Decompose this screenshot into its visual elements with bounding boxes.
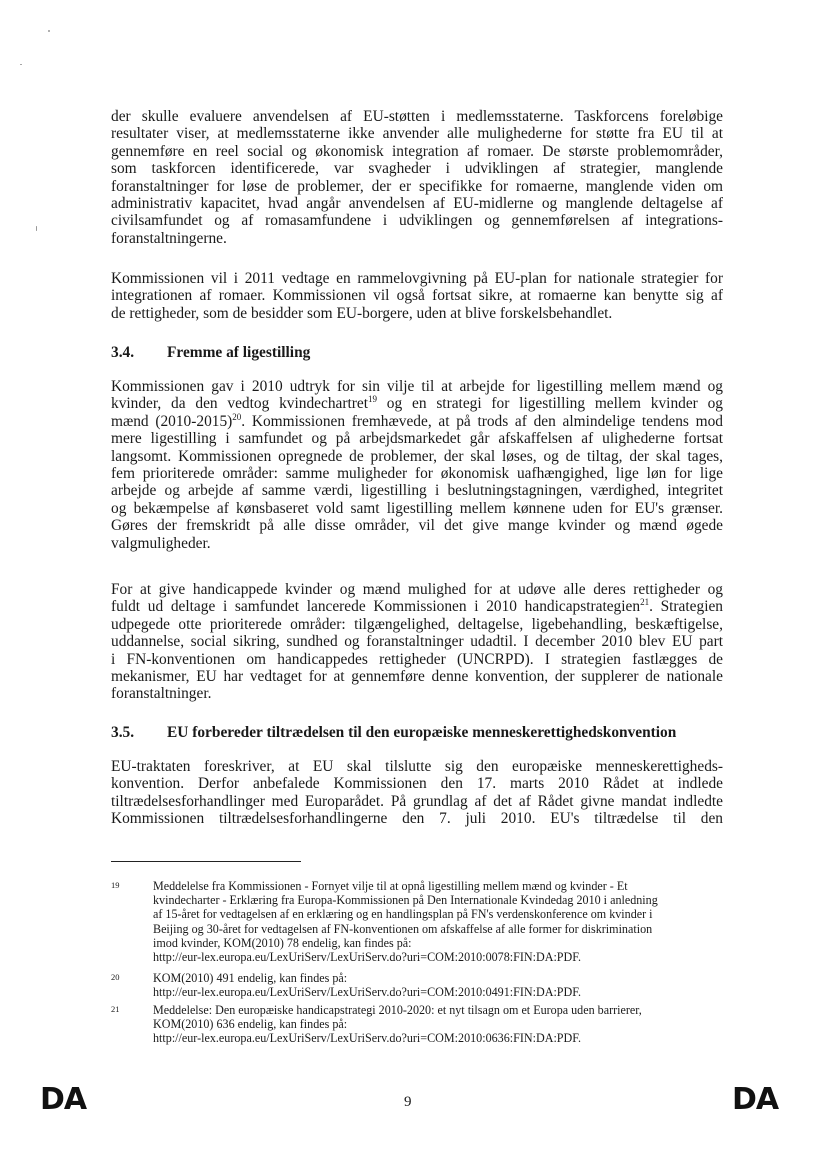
footnote-line: KOM(2010) 491 endelig, kan findes på: <box>153 971 348 985</box>
footnote-21 <box>111 1003 723 1046</box>
footnote-line: Meddelelse fra Kommissionen - Fornyet vilje til at opnå ligestilling mellem mænd og kvinder - Et <box>153 879 628 893</box>
section-number: 3.4. <box>111 344 135 361</box>
text-span: mænd (2010-2015) <box>111 412 233 430</box>
footnote-link[interactable]: http://eur-lex.europa.eu/LexUriServ/LexUriServ.do?uri=COM:2010:0491:FIN:DA:PDF. <box>153 985 582 1000</box>
footnote-ref-21[interactable]: 21 <box>640 597 650 608</box>
text-line: mere ligestilling i samfundet og på arbejdsmarkedet går afskaffelsen af ulighederne fortsat <box>111 430 723 448</box>
text-line: mekanismer, EU har vedtaget for at gennemføre denne konvention, der supplerer de nationale <box>111 668 723 686</box>
text-line: konvention. Derfor anbefalede Kommissionen den 17. marts 2010 Rådet at indlede <box>111 775 723 793</box>
text-line: foranstaltninger. <box>111 685 212 703</box>
text-line: Kommissionen tiltrædelsesforhandlingerne den 7. juli 2010. EU's tiltrædelse til den <box>111 810 723 828</box>
section-title: EU forbereder tiltrædelsen til den europæiske menneskerettighedskonvention <box>167 724 677 741</box>
text-line: uddannelse, social sikring, sundhed og foranstaltninger udadtil. I december 2010 blev EU part <box>111 633 723 651</box>
scan-speck <box>48 30 50 32</box>
text-line <box>111 395 723 412</box>
text-line: resultater viser, at medlemsstaterne ikke anvender alle mulighederne for støtte fra EU til at <box>111 125 723 143</box>
text-line: foranstaltningerne. <box>111 229 227 247</box>
text-span: kvinder, da den vedtog kvindechartret <box>111 395 368 413</box>
footnote-separator <box>111 861 301 862</box>
footnote-ref-19[interactable]: 19 <box>367 394 377 405</box>
text-span: fuldt ud deltage i samfundet lancerede Kommissionen i 2010 handicapstrategien <box>111 598 641 616</box>
section-title: Fremme af ligestilling <box>167 344 311 361</box>
scan-speck <box>20 64 22 65</box>
footnote-ref-20[interactable]: 20 <box>232 411 242 422</box>
language-code-right: DA <box>732 1082 779 1117</box>
paragraph-3 <box>111 378 723 552</box>
text-line: administrativ kapacitet, hvad angår anvendelsen af EU-midlerne og manglende deltagelse af <box>111 195 723 213</box>
footnote-link[interactable]: http://eur-lex.europa.eu/LexUriServ/LexUriServ.do?uri=COM:2010:0078:FIN:DA:PDF. <box>153 950 582 965</box>
footnote-19 <box>111 879 723 964</box>
text-line: gennemføre en reel social og økonomisk integration af romaer. De største problemområder, <box>111 142 723 160</box>
paragraph-2 <box>111 270 723 322</box>
footnote-20 <box>111 971 723 999</box>
text-line: og bekæmpelse af kønsbaseret vold samt ligestilling mellem kønnene uden for EU's grænser. <box>111 499 723 517</box>
text-line: tiltrædelsesforhandlinger med Europarådet. På grundlag af det af Rådet givne mandat indledte <box>111 792 723 810</box>
paragraph-1 <box>111 108 723 247</box>
text-line: fem prioriterede områder: samme muligheder for økonomisk uafhængighed, lige løn for lige <box>111 465 723 483</box>
text-span: . Kommissionen fremhævede, at på trods af den almindelige tendens mod <box>241 412 723 430</box>
paragraph-4 <box>111 581 723 703</box>
language-code-left: DA <box>40 1082 87 1117</box>
text-line: integrationen af romaer. Kommissionen vil også fortsat sikre, at romaerne kan benytte sig af <box>111 287 723 305</box>
text-line: For at give handicappede kvinder og mænd mulighed for at udøve alle deres rettigheder og <box>111 581 723 598</box>
text-line: valgmuligheder. <box>111 534 211 552</box>
footnote-line: Meddelelse: Den europæiske handicapstrategi 2010-2020: et nyt tilsagn om et Europa uden barrierer, <box>153 1003 642 1017</box>
text-line <box>111 413 723 430</box>
text-line: langsomt. Kommissionen opregnede de problemer, der skal løses, og de tiltag, der skal tages, <box>111 447 723 465</box>
footnote-line: KOM(2010) 636 endelig, kan findes på: <box>153 1017 348 1032</box>
text-line: udpegede otte prioriterede områder: tilgængelighed, deltagelse, ligebehandling, beskæftigelse, <box>111 615 723 633</box>
footnote-number: 19 <box>111 880 120 890</box>
text-span: . Strategien <box>649 598 723 616</box>
text-line: der skulle evaluere anvendelsen af EU-støtten i medlemsstaterne. Taskforcens foreløbige <box>111 108 723 125</box>
text-line: Kommissionen vil i 2011 vedtage en rammelovgivning på EU-plan for nationale strategier for <box>111 270 723 287</box>
text-line <box>111 598 723 615</box>
text-line: som taskforcen identificerede, var svagheder i udviklingen af strategier, manglende <box>111 160 723 178</box>
footnote-number: 20 <box>111 972 120 982</box>
footnote-line: kvindecharter - Erklæring fra Europa-Kommissionen på Den Internationale Kvindedag 2010 i anledning <box>153 893 658 908</box>
footnote-number: 21 <box>111 1004 120 1014</box>
footnote-line: imod kvinder, KOM(2010) 78 endelig, kan findes på: <box>153 935 412 950</box>
text-line: de rettigheder, som de besidder som EU-borgere, uden at blive forskelsbehandlet. <box>111 304 613 322</box>
text-span: og en strategi for ligestilling mellem kvinder og <box>376 395 723 413</box>
text-line: foranstaltninger for løse de problemer, der er specifikke for romaerne, manglende viden om <box>111 177 723 195</box>
text-line: EU-traktaten foreskriver, at EU skal tilslutte sig den europæiske menneskerettigheds- <box>111 758 723 775</box>
page-number: 9 <box>404 1094 412 1110</box>
paragraph-5 <box>111 758 723 828</box>
text-line: Kommissionen gav i 2010 udtryk for sin vilje til at arbejde for ligestilling mellem mænd og <box>111 378 723 395</box>
footnote-line: af 15-året for vedtagelsen af en erklæring og en handlingsplan på FN's verdenskonference om kvinder i <box>153 907 653 922</box>
text-line: Gøres der fremskridt på alle disse områder, vil det give mange kvinder og mænd øgede <box>111 517 723 535</box>
footnote-line: Beijing og 30-året for vedtagelsen af FN-konventionen om afskaffelse af alle former for diskrimination <box>153 921 653 936</box>
text-line: arbejde og arbejde af samme værdi, ligestilling i beslutningstagningen, værdighed, integritet <box>111 482 723 500</box>
section-heading-3-4 <box>111 344 310 362</box>
section-heading-3-5 <box>111 724 676 742</box>
text-line: civilsamfundet og af romasamfundene i udviklingen og gennemførelsen af integrations- <box>111 212 723 230</box>
text-line: i FN-konventionen om handicappedes rettigheder (UNCRPD). I strategien fastlægges de <box>111 650 723 668</box>
scan-speck <box>36 226 37 231</box>
footnote-link[interactable]: http://eur-lex.europa.eu/LexUriServ/LexUriServ.do?uri=COM:2010:0636:FIN:DA:PDF. <box>153 1031 582 1046</box>
section-number: 3.5. <box>111 724 135 741</box>
